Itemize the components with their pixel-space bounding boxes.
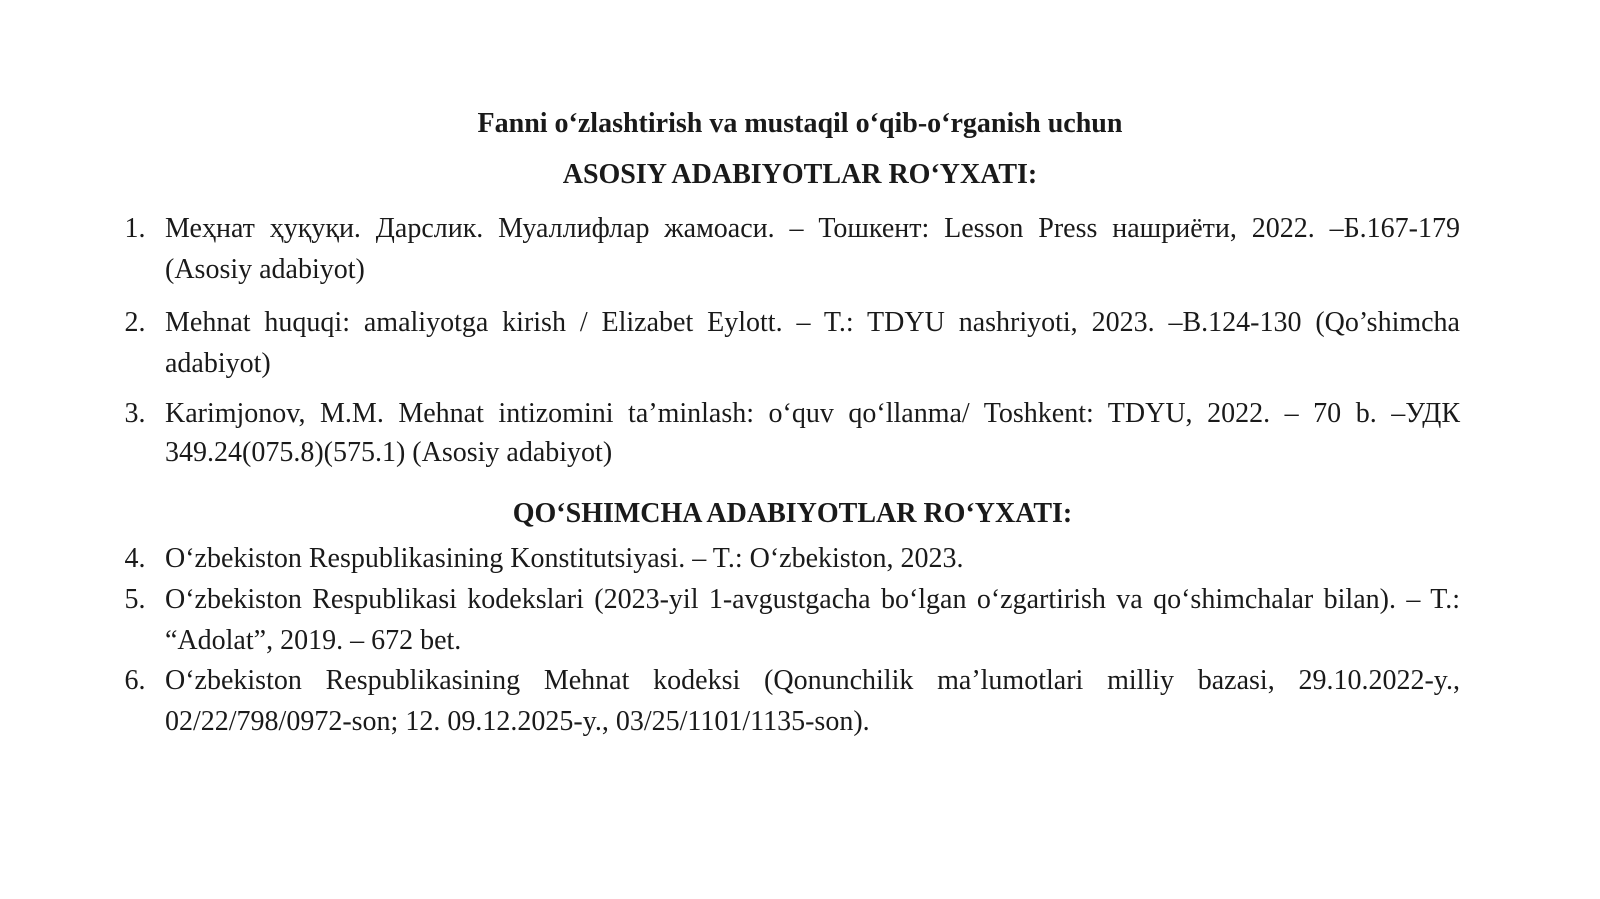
additional-literature-heading: QO‘SHIMCHA ADABIYOTLAR RO‘YXATI: <box>512 498 1073 529</box>
list-item <box>110 208 1460 290</box>
list-item-number: 3. <box>124 398 146 429</box>
list-item-text: Karimjonov, M.M. Mehnat intizomini ta’minlash: o‘quv qo‘llanma/ Toshkent: TDYU, 2022. – 70 b. –УДК 349.24(075.8)(575.1) (Asosiy adabiyot) <box>165 398 1460 468</box>
main-literature-heading: ASOSIY ADABIYOTLAR RO‘YXATI: <box>562 159 1038 190</box>
list-item-text: O‘zbekiston Respublikasining Mehnat kodeksi (Qonunchilik ma’lumotlari milliy bazasi, 29.10.2022-y., 02/22/798/0972-son; 12. 09.12.2025-y., 03/25/1101/1135-son). <box>165 665 1460 737</box>
list-item-number: 5. <box>124 584 146 615</box>
list-item <box>110 302 1460 384</box>
list-item-number: 6. <box>124 665 146 696</box>
list-item-number: 2. <box>124 307 146 338</box>
list-item-text: Mehnat huquqi: amaliyotga kirish / Elizabet Eylott. – T.: TDYU nashriyoti, 2023. –B.124-130 (Qo’shimcha adabiyot) <box>165 307 1460 379</box>
list-item-number: 4. <box>124 543 146 574</box>
list-item-text: O‘zbekiston Respublikasining Konstitutsiyasi. – T.: O‘zbekiston, 2023. <box>165 543 964 574</box>
list-item <box>110 660 1460 742</box>
list-item <box>110 538 1460 579</box>
list-item-text: O‘zbekiston Respublikasi kodekslari (2023-yil 1-avgustgacha bo‘lgan o‘zgartirish va qo‘shimchalar bilan). – T.: “Adolat”, 2019. – 672 bet. <box>165 584 1460 656</box>
list-item-number: 1. <box>124 213 146 244</box>
list-item <box>110 394 1460 472</box>
slide-subtitle: Fanni o‘zlashtirish va mustaqil o‘qib-o‘rganish uchun <box>477 108 1123 139</box>
list-item-text: Меҳнат ҳуқуқи. Дарслик. Муаллифлар жамоаси. – Тошкент: Lesson Press нашриёти, 2022. –Б.167-179 (Asosiy adabiyot) <box>165 213 1460 285</box>
list-item <box>110 579 1460 661</box>
